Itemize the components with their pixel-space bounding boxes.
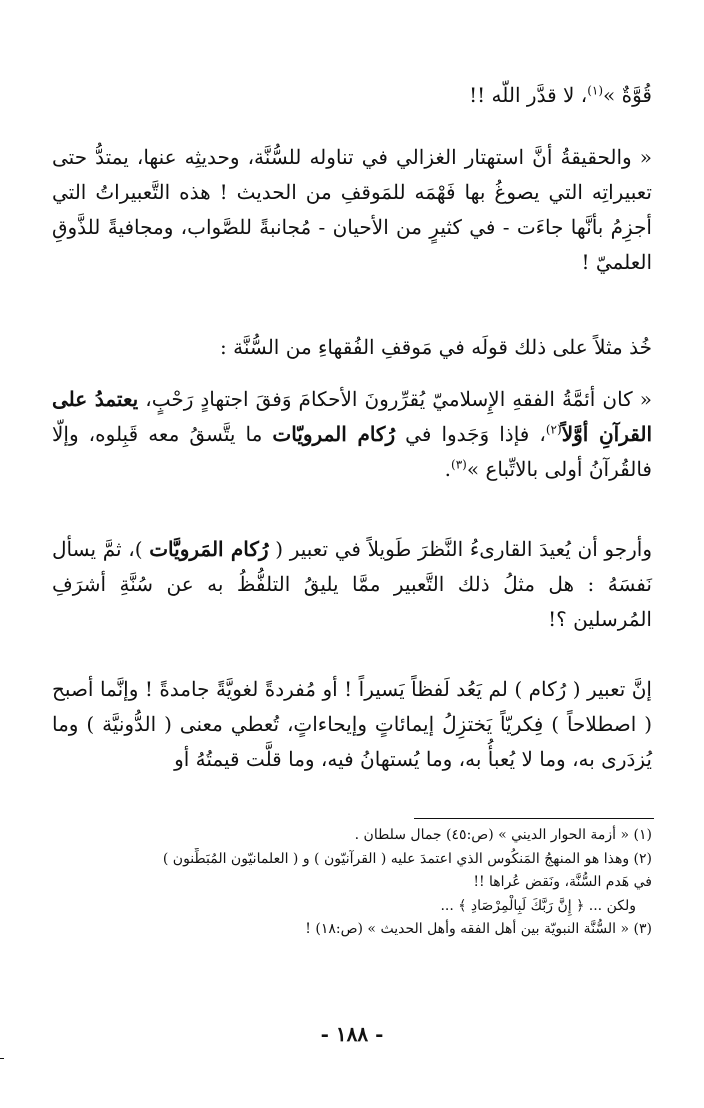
footnote-2: (٢) وهذا هو المنهجُ المَنكُوس الذي اعتمدَ عليه ( القرآنيّون ) و ( العلمانيّون المُبَطِّنون ) bbox=[162, 850, 652, 867]
text-run: ، لا قدَّر اللّه !! bbox=[469, 83, 588, 107]
scan-edge-mark bbox=[0, 1058, 4, 1059]
text-run: وأرجو أن يُعيدَ القارىءُ النَّظرَ طَويلاً في تعبير ( bbox=[268, 537, 652, 561]
footnote-2-verse: ولكن ... ﴿ إِنَّ رَبَّكَ لَبِالْمِرْصَادِ ﴾ ... bbox=[440, 897, 636, 914]
text-run: « كان أئمَّةُ الفقهِ الإِسلاميّ يُقرِّرونَ الأحكامَ وَفقَ اجتهادٍ رَحْبٍ، bbox=[138, 387, 652, 411]
footnotes bbox=[52, 824, 652, 942]
footnote-2-continuation: في هَدم السُّنَّة، ونَقض عُراها !! bbox=[473, 874, 652, 890]
paragraph-reflection bbox=[52, 532, 652, 637]
text-run: )، ثمَّ يسأل نَفسَهُ : هل مثلُ ذلك التَّعبير ممَّا يليقُ التلفُّظُ به عن سُنَّةِ أشرَفِ المُرسلين ؟! bbox=[52, 537, 652, 631]
footnote-3: (٣) « السُّنَّة النبويّة بين أهل الفقه وأهل الحديث » (ص:١٨) ! bbox=[305, 921, 652, 937]
footnote-ref-2: (٢) bbox=[545, 422, 562, 437]
footnote-1: (١) « أزمة الحوار الديني » (ص:٤٥) جمال سلطان . bbox=[354, 827, 652, 843]
paragraph-quotation bbox=[52, 382, 652, 487]
footnote-ref-3: (٣) bbox=[451, 457, 467, 472]
bold-phrase: يعتمدُ على القرآنِ أوَّلاً bbox=[52, 387, 653, 446]
text-run: . bbox=[444, 457, 452, 481]
text-run: ما يتَّسقُ معه قَبِلوه، وإلّا فالقُرآنُ أولى بالاتِّباع » bbox=[52, 422, 652, 481]
page-number: - ١٨٨ - bbox=[320, 1022, 384, 1046]
paragraph-rukam-term: إنَّ تعبير ( رُكام ) لم يَعُد لَفظاً يَسيراً ! أو مُفردةً لغويَّةً جامدةً ! وإنَّما أصبح ( اصطلاحاً ) فِكريّاً يَختزِلُ إيمائاتٍ وإيحاءاتٍ، تُعطي معنى ( الدُّونيَّة ) وما يُزدَرى به، وما لا يُعبأُ به، وما يُستهانُ فيه، وما قلَّت قيمتُهُ أو bbox=[52, 677, 652, 771]
text-run: ، فإذا وَجَدوا في bbox=[395, 422, 546, 446]
bold-phrase: رُكام المَرويَّات bbox=[149, 537, 269, 561]
footnote-ref-1: (١) bbox=[587, 83, 604, 98]
bold-phrase: رُكام المرويّات bbox=[272, 422, 396, 446]
paragraph-reality: « والحقيقةُ أنَّ استهتار الغزالي في تناوله للسُّنَّة، وحديثِه عنها، يمتدُّ حتى تعبيراتِه التي يصوغُ بها فَهْمَه للمَوقفِ من الحديث ! هذه التَّعبيراتُ التي أجزِمُ بأنَّها جاءَت - في كثيرٍ من الأحيان - مُجانبةً للصَّواب، ومجافيةً للذَّوقِ العلميّ ! bbox=[52, 145, 652, 274]
paragraph-example-intro: خُذ مثلاً على ذلك قولَه في مَوقفِ الفُقهاءِ من السُّنَّة : bbox=[220, 335, 652, 359]
paragraph-continuation bbox=[52, 78, 652, 113]
footnote-separator bbox=[414, 818, 654, 819]
text-run: قُوَّةٌ » bbox=[603, 83, 652, 107]
